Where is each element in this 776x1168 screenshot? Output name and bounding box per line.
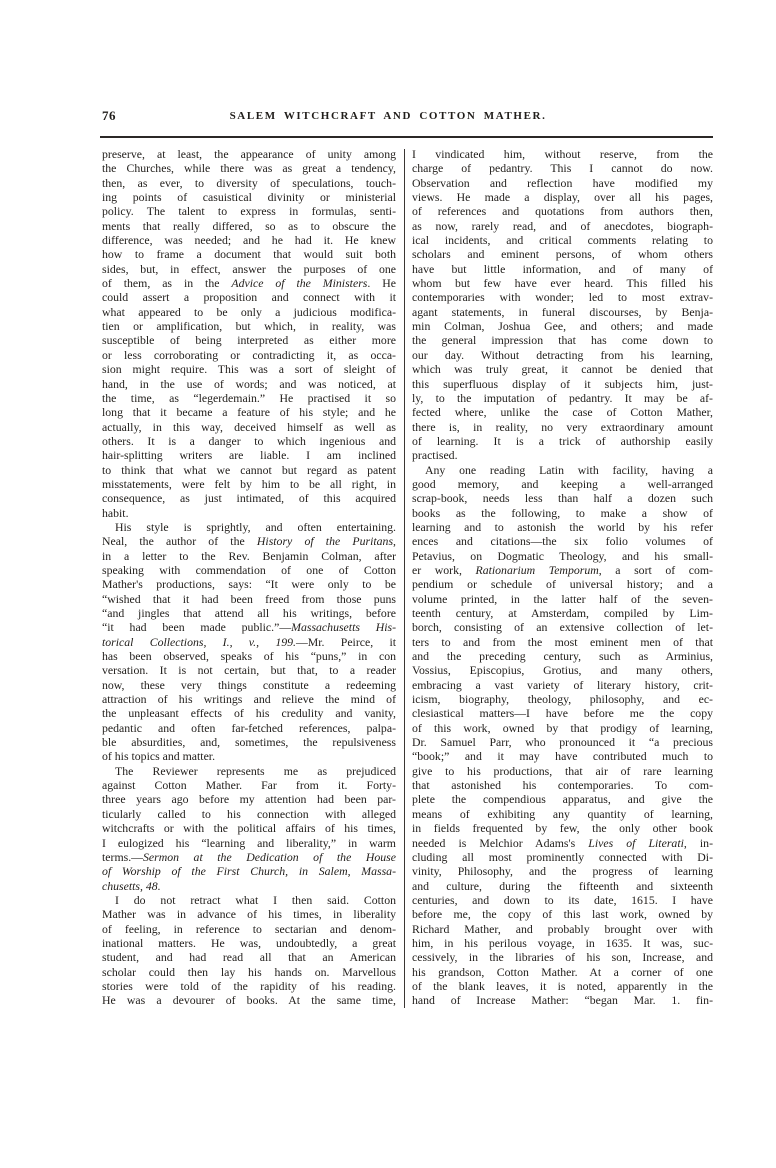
text-line: tien or amplification, but which, in reality, was — [102, 319, 396, 334]
text-line: what appeared to be only a judicious modifica- — [102, 304, 396, 319]
text-line: him, in his perilous voyage, in 1635. It was, suc- — [412, 935, 713, 950]
text-line: vinity, Philosophy, and the progress of learning — [412, 864, 713, 879]
text-line: cluding all most prominently connected with Di- — [412, 849, 713, 864]
text-line: volume printed, in the latter half of the seven- — [412, 591, 713, 606]
text-line: Dr. Samuel Parr, who pronounced it “a precious — [412, 735, 713, 750]
text-line: cessively, in the libraries of his son, Increase, and — [412, 950, 713, 965]
text-line: policy. The talent to express in formulas, senti- — [102, 204, 396, 219]
left-column — [102, 147, 396, 1008]
text-line: to think that what we cannot but regard as patent — [102, 462, 396, 477]
text-line: speaking with commendation of one of Cotton — [102, 562, 396, 577]
text-line: ly, to the imputation of pedantry. It may be af- — [412, 390, 713, 405]
text-line: before me, the copy of this last work, owned by — [412, 907, 713, 922]
text-line: “wished that it had been freed from those puns — [102, 591, 396, 606]
text-line: means of exhibiting any quantity of learning, — [412, 806, 713, 821]
page-number: 76 — [102, 108, 116, 123]
text-line: has been observed, speaks of his “puns,” in con — [102, 649, 396, 664]
text-line: versation. It is not certain, but that, to a reader — [102, 663, 396, 678]
text-line: the Churches, while there was as great a tendency, — [102, 161, 396, 176]
text-line: the general impression that has come down to — [412, 333, 713, 348]
text-line: pendium or schedule of universal history; and a — [412, 577, 713, 592]
text-line: chusetts, 48. — [102, 878, 161, 893]
text-line: of the blank leaves, it is noted, apparently in the — [412, 978, 713, 993]
text-columns — [102, 147, 713, 1008]
paragraph — [412, 463, 713, 1008]
text-line: Observation and reflection have modified my — [412, 175, 713, 190]
text-line: sides, but, in effect, answer the purposes of one — [102, 261, 396, 276]
text-line: plete the compendious apparatus, and give the — [412, 792, 713, 807]
text-line: learning and to astonish the world by his refer — [412, 519, 713, 534]
paragraph — [412, 147, 713, 463]
text-line: preserve, at least, the appearance of unity among — [102, 147, 396, 161]
text-line: of them, as in the Advice of the Ministers. He — [102, 276, 396, 291]
text-line: I do not retract what I then said. Cotton — [115, 892, 396, 907]
text-line: long that it became a feature of his style; and he — [102, 405, 396, 420]
text-line: ticularly called to his connection with alleged — [102, 806, 396, 821]
text-line: others. It is a danger to which ingenious and — [102, 433, 396, 448]
text-line: of learning. It is a trick of authorship easily — [412, 433, 713, 448]
text-line: sion might require. This was a sort of sleight of — [102, 362, 396, 377]
paragraph — [102, 893, 396, 1008]
text-line: The Reviewer represents me as prejudiced — [115, 763, 396, 778]
text-line: scrap-book, needs less than half a dozen such — [412, 491, 713, 506]
text-line: teenth century, at Amsterdam, compiled by Lim- — [412, 606, 713, 620]
text-line: “and jingles that attend all his writings, before — [102, 606, 396, 620]
text-line: stories were told of the rapidity of his reading. — [102, 978, 396, 993]
text-line: of feeling, in reference to sectarian and denom- — [102, 921, 396, 936]
text-line: as now, rarely read, and of anecdotes, biograph- — [412, 218, 713, 233]
text-line: of Worship of the First Church, in Salem, Massa- — [102, 864, 396, 879]
text-line: then, as ever, to diversity of speculations, touch- — [102, 175, 396, 190]
text-line: actually, in this way, deceived himself as well as — [102, 419, 396, 434]
text-line: embracing a vast variety of literary history, crit- — [412, 677, 713, 692]
header-rule — [100, 136, 713, 138]
text-line: hair-splitting writers are liable. I am inclined — [102, 448, 396, 463]
right-column — [412, 147, 713, 1008]
text-line: contemporaries with wonder; led to most extrav- — [412, 290, 713, 305]
text-line: and the preceding century, such as Arminius, — [412, 649, 713, 664]
text-line: in fields frequented by few, the only other book — [412, 821, 713, 836]
text-line: Neal, the author of the History of the Puritans, — [102, 534, 396, 549]
text-line: terms.—Sermon at the Dedication of the House — [102, 849, 396, 864]
text-line: good memory, and keeping a well-arranged — [412, 476, 713, 491]
text-line: which was truly great, it cannot be denied that — [412, 362, 713, 377]
text-line: min Colman, Joshua Gee, and others; and made — [412, 319, 713, 334]
text-line: of this work, owned by that prodigy of learning, — [412, 720, 713, 735]
running-title: SALEM WITCHCRAFT AND COTTON MATHER. — [229, 110, 547, 122]
text-line: Mather's productions, says: “It were only to be — [102, 577, 396, 592]
text-line: Petavius, on Dogmatic Theology, and his small- — [412, 548, 713, 563]
text-line: needed is Melchior Adams's Lives of Literati, in- — [412, 835, 713, 850]
text-line: clesiastical matters—I have before me the copy — [412, 706, 713, 721]
text-line: ical incidents, and critical comments relating to — [412, 233, 713, 248]
text-line: in a letter to the Rev. Benjamin Colman, after — [102, 548, 396, 563]
text-line: that astonished his contemporaries. To com- — [412, 778, 713, 793]
text-line: consequence, as just intimated, of this acquired — [102, 491, 396, 506]
text-line: misstatements, were felt by him to be all right, in — [102, 476, 396, 491]
text-line: whom but few have ever heard. This filled his — [412, 276, 713, 291]
text-line: hand of Increase Mather: “began Mar. 1. fin- — [412, 993, 713, 1008]
text-line: and culture, during the fifteenth and sixteenth — [412, 878, 713, 893]
text-line: I vindicated him, without reserve, from the — [412, 147, 713, 161]
text-line: three years ago before my attention had been par- — [102, 792, 396, 807]
text-line: or less corroborating or contradicting it, as occa- — [102, 347, 396, 362]
text-line: this superfluous display of it subjects him, just- — [412, 376, 713, 391]
column-divider — [404, 149, 405, 1008]
text-line: how to frame a document that would suit both — [102, 247, 396, 262]
text-line: pedantic and often far-fetched references, palpa- — [102, 720, 396, 735]
text-line: fected where, unlike the case of Cotton Mather, — [412, 405, 713, 420]
text-line: susceptible of being interpreted as either more — [102, 333, 396, 348]
text-line: torical Collections, I., v., 199.—Mr. Peirce, it — [102, 634, 396, 649]
text-line: witchcrafts or with the political affairs of his times, — [102, 821, 396, 836]
text-line: our day. Without detracting from his learning, — [412, 347, 713, 362]
text-line: He was a devourer of books. At the same time, — [102, 993, 396, 1008]
text-line: I eulogized his “learning and liberality,” in warm — [102, 835, 396, 850]
text-line: difference, was needed; and he had it. He knew — [102, 233, 396, 248]
text-line: Mather was in advance of his times, in liberality — [102, 907, 396, 922]
text-line: his grandson, Cotton Mather. At a corner of one — [412, 964, 713, 979]
text-line: ble absurdities, and, sometimes, the repulsiveness — [102, 735, 396, 750]
text-line: ing points of casuistical divinity or ministerial — [102, 190, 396, 205]
text-line: views. He made a display, over all his pages, — [412, 190, 713, 205]
paragraph — [102, 520, 396, 764]
text-line: borch, consisting of an extensive collection of let- — [412, 620, 713, 635]
text-line: agant statements, in funeral discourses, by Benja- — [412, 304, 713, 319]
text-line: His style is sprightly, and often entertaining. — [115, 519, 396, 534]
text-line: books as the following, to make a show of — [412, 505, 713, 520]
text-line: icism, biography, theology, philosophy, and ec- — [412, 692, 713, 707]
paragraph — [102, 147, 396, 520]
text-line: could assert a proposition and connect with it — [102, 290, 396, 305]
text-line: there is, in reality, no very extraordinary amount — [412, 419, 713, 434]
text-line: “it had been made public.”—Massachusetts His- — [102, 620, 396, 635]
text-line: “book;” and it may have contributed much to — [412, 749, 713, 764]
text-line: now, these very things constitute a redeeming — [102, 677, 396, 692]
text-line: have but little information, and of many of — [412, 261, 713, 276]
text-line: the unpleasant effects of his credulity and vanity, — [102, 706, 396, 721]
text-line: inational matters. He was, undoubtedly, a great — [102, 935, 396, 950]
text-line: practised. — [412, 448, 458, 463]
text-line: Any one reading Latin with facility, having a — [425, 462, 713, 477]
text-line: centuries, and down to its date, 1615. I have — [412, 892, 713, 907]
text-line: er work, Rationarium Temporum, a sort of com- — [412, 562, 713, 577]
text-line: ters to and from the most eminent men of that — [412, 634, 713, 649]
text-line: Vossius, Episcopius, Grotius, and many others, — [412, 663, 713, 678]
text-line: ments that really differed, so as to obscure the — [102, 218, 396, 233]
text-line: scholars and eminent persons, of whom others — [412, 247, 713, 262]
text-line: of references and quotations from authors then, — [412, 204, 713, 219]
paragraph — [102, 764, 396, 893]
text-line: hand, in the use of words; and was noticed, at — [102, 376, 396, 391]
text-line: charge of pedantry. This I cannot do now. — [412, 161, 713, 176]
text-line: habit. — [102, 505, 129, 520]
text-line: the time, as “legerdemain.” He practised it so — [102, 390, 396, 405]
text-line: of his topics and matter. — [102, 749, 216, 764]
text-line: attraction of his writings and relieve the mind of — [102, 692, 396, 707]
text-line: against Cotton Mather. Far from it. Forty- — [102, 778, 396, 793]
text-line: Richard Mather, and probably brought over with — [412, 921, 713, 936]
text-line: scholar could then lay his hands on. Marvellous — [102, 964, 396, 979]
text-line: student, and had read all that an American — [102, 950, 396, 965]
text-line: give to his productions, that air of rare learning — [412, 763, 713, 778]
text-line: ences and citations—the six folio volumes of — [412, 534, 713, 549]
